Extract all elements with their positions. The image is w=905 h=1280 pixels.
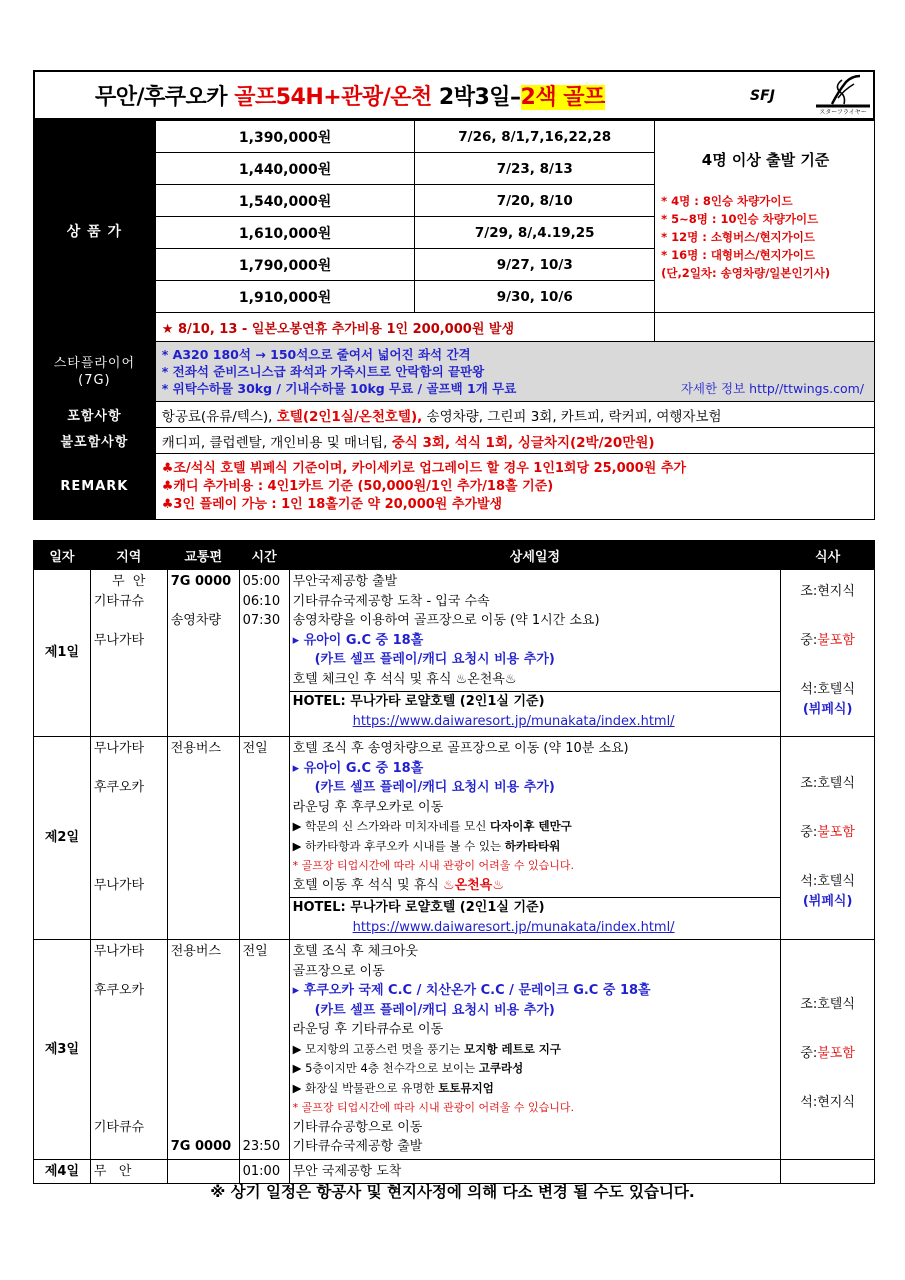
day4-label: 제4일 — [34, 1159, 91, 1184]
day2-meals: 조:호텔식 중:불포함 석:호텔식 (뷔페식) — [781, 737, 875, 940]
day3-transport: 전용버스 7G 0000 — [167, 940, 239, 1160]
price-1: 1,390,000원 — [155, 121, 415, 153]
sfj-mark: SFJ — [750, 88, 775, 104]
starflyer-label: 스타플라이어 (7G) — [34, 342, 156, 402]
day2-times: 전일 — [239, 737, 289, 940]
day2-hotel: HOTEL: 무나가타 로얄호텔 (2인1실 기준) https://www.daiwaresort.jp/munakata/index.html/ — [290, 897, 781, 937]
day2-row — [34, 737, 875, 940]
dates-6: 9/30, 10/6 — [415, 281, 655, 313]
price-2: 1,440,000원 — [155, 153, 415, 185]
title-duration: 2박3일– — [431, 85, 521, 110]
day4-time: 01:00 — [239, 1159, 289, 1184]
day3-row — [34, 940, 875, 1160]
starflyer-line-1: * A320 180석 → 150석으로 줄여서 넓어진 좌석 간격 — [161, 347, 471, 362]
day2-regions: 무나가타 후쿠오카 무나가타 — [90, 737, 167, 940]
day4-region: 무 안 — [90, 1159, 167, 1184]
day2-hotel-link[interactable]: https://www.daiwaresort.jp/munakata/index.html/ — [352, 919, 675, 935]
vehicle-4: * 16명 : 대형버스/현지가이드 — [661, 248, 815, 262]
include-content: 항공료(유류/텍스), 호텔(2인1실/온천호텔), 송영차량, 그린피 3회, 카트피, 락커피, 여행자보험 — [155, 402, 874, 428]
obon-surcharge: ★ 8/10, 13 - 일본오봉연휴 추가비용 1인 200,000원 발생 — [155, 313, 654, 342]
day1-regions: 무 안 기타규슈 무나가타 — [90, 570, 167, 737]
price-5: 1,790,000원 — [155, 249, 415, 281]
price-3: 1,540,000원 — [155, 185, 415, 217]
include-label: 포함사항 — [34, 402, 156, 428]
starflyer-logo — [816, 74, 870, 116]
footer-note: ※ 상기 일정은 항공사 및 현지사정에 의해 다소 변경 될 수도 있습니다. — [210, 1183, 695, 1201]
remark-label: REMARK — [34, 454, 156, 520]
exclude-content: 캐디피, 클럽렌탈, 개인비용 및 매너팁, 중식 3회, 석식 1회, 싱글차지(2박/20만원) — [155, 428, 874, 454]
starflyer-info — [155, 342, 874, 402]
day4-detail: 무안 국제공항 도착 — [289, 1159, 781, 1184]
dates-5: 9/27, 10/3 — [415, 249, 655, 281]
title-program: 골프54H+관광/온천 — [234, 85, 432, 110]
price-4: 1,610,000원 — [155, 217, 415, 249]
svg-text:スターフライヤー: スターフライヤー — [819, 109, 867, 116]
day2-detail: 호텔 조식 후 송영차량으로 골프장으로 이동 (약 10분 소요) ▸ 유아이 G.C 중 18홀 (카트 셀프 플레이/캐디 요청시 비용 추가) 라운딩 후 후쿠오카로 이동 ▶ 학문의 신 스가와라 미치자네를 모신 다자이후 텐만구 ▶ 하카타항과 후쿠오카 시내를 볼 수 있는 하카타타워 * 골프장 티업시간에 따라 시내 관광이 어려울 수 있습니다. 호텔 이동 후 석식 및 휴식 ♨온천욕♨ HOTEL: 무나가타 로얄호텔 (2인1실 기준) https://www.daiwaresort.jp/munakata/index.html/ — [289, 737, 781, 940]
day1-hotel-link[interactable]: https://www.daiwaresort.jp/munakata/index.html/ — [352, 713, 675, 729]
remark-3: ♣3인 플레이 가능 : 1인 18홀기준 약 20,000원 추가발생 — [161, 496, 503, 512]
title-highlight: 2색 골프 — [520, 85, 605, 110]
col-time: 시간 — [239, 541, 289, 570]
col-detail: 상세일정 — [289, 541, 781, 570]
remark-2: ♣캐디 추가비용 : 4인1카트 기준 (50,000원/1인 추가/18홀 기준) — [161, 478, 554, 494]
col-meals: 식사 — [781, 541, 875, 570]
col-day: 일자 — [34, 541, 91, 570]
day1-row — [34, 570, 875, 737]
day1-detail: 무안국제공항 출발 기타큐슈국제공항 도착 - 입국 수속 송영차량을 이용하여 골프장으로 이동 (약 1시간 소요) ▸ 유아이 G.C 중 18홀 (카트 셀프 플레이/캐디 요청시 비용 추가) 호텔 체크인 후 석식 및 휴식 ♨온천욕♨ HOTEL: 무나가타 로얄호텔 (2인1실 기준) https://www.daiwaresort.jp/munakata/index.html/ — [289, 570, 781, 737]
day2-transport: 전용버스 — [167, 737, 239, 940]
day3-label: 제3일 — [34, 940, 91, 1160]
day1-transport: 7G 0000 송영차량 — [167, 570, 239, 737]
min-pax: 4명 이상 출발 기준 — [701, 151, 830, 169]
day1-label: 제1일 — [34, 570, 91, 737]
dates-3: 7/20, 8/10 — [415, 185, 655, 217]
title-banner — [33, 70, 875, 120]
vehicle-1: * 4명 : 8인승 차량가이드 — [661, 194, 793, 208]
day1-meals: 조:현지식 중:불포함 석:호텔식 (뷔페식) — [781, 570, 875, 737]
dates-4: 7/29, 8/,4.19,25 — [415, 217, 655, 249]
day1-times: 05:00 06:10 07:30 — [239, 570, 289, 737]
day3-detail: 호텔 조식 후 체크아웃 골프장으로 이동 ▸ 후쿠오카 국제 C.C / 치산온가 C.C / 문레이크 G.C 중 18홀 (카트 셀프 플레이/캐디 요청시 비용 추가) 라운딩 후 기타큐슈로 이동 ▶ 모지항의 고풍스런 멋을 풍기는 모지항 레트로 지구 ▶ 5층이지만 4층 천수각으로 보이는 고쿠라성 ▶ 화장실 박물관으로 유명한 토토뮤지엄 * 골프장 티업시간에 따라 시내 관광이 어려울 수 있습니다. 기타큐슈공항으로 이동 기타큐슈국제공항 출발 — [289, 940, 781, 1160]
itinerary-table — [33, 540, 875, 1184]
col-transport: 교통편 — [167, 541, 239, 570]
starflyer-line-3: * 위탁수하물 30kg / 기내수하물 10kg 무료 / 골프백 1개 무료 — [161, 381, 517, 396]
price-6: 1,910,000원 — [155, 281, 415, 313]
day3-regions: 무나가타 후쿠오카 기타큐슈 — [90, 940, 167, 1160]
page-title — [95, 80, 605, 111]
price-label: 상 품 가 — [34, 121, 156, 342]
starflyer-line-2: * 전좌석 준비즈니스급 좌석과 가죽시트로 안락함의 끝판왕 — [161, 364, 485, 379]
title-route: 무안/후쿠오카 — [95, 85, 235, 110]
day2-label: 제2일 — [34, 737, 91, 940]
vehicle-2: * 5~8명 : 10인승 차량가이드 — [661, 212, 819, 226]
remark-1: ♣조/석식 호텔 뷔페식 기준이며, 카이세키로 업그레이드 할 경우 1인1회당 25,000원 추가 — [161, 460, 686, 476]
exclude-label: 불포함사항 — [34, 428, 156, 454]
dates-2: 7/23, 8/13 — [415, 153, 655, 185]
vehicle-note: (단,2일차: 송영차량/일본인기사) — [661, 266, 831, 280]
starflyer-link[interactable]: 자세한 정보 http//ttwings.com/ — [680, 381, 864, 396]
remark-content — [155, 454, 874, 520]
vehicle-3: * 12명 : 소형버스/현지가이드 — [661, 230, 815, 244]
dates-1: 7/26, 8/1,7,16,22,28 — [415, 121, 655, 153]
day1-hotel: HOTEL: 무나가타 로얄호텔 (2인1실 기준) https://www.daiwaresort.jp/munakata/index.html/ — [290, 691, 781, 731]
col-region: 지역 — [90, 541, 167, 570]
day3-meals: 조:호텔식 중:불포함 석:현지식 — [781, 940, 875, 1160]
product-info-table — [33, 120, 875, 520]
departure-conditions — [655, 121, 875, 313]
day3-times: 전일 23:50 — [239, 940, 289, 1160]
